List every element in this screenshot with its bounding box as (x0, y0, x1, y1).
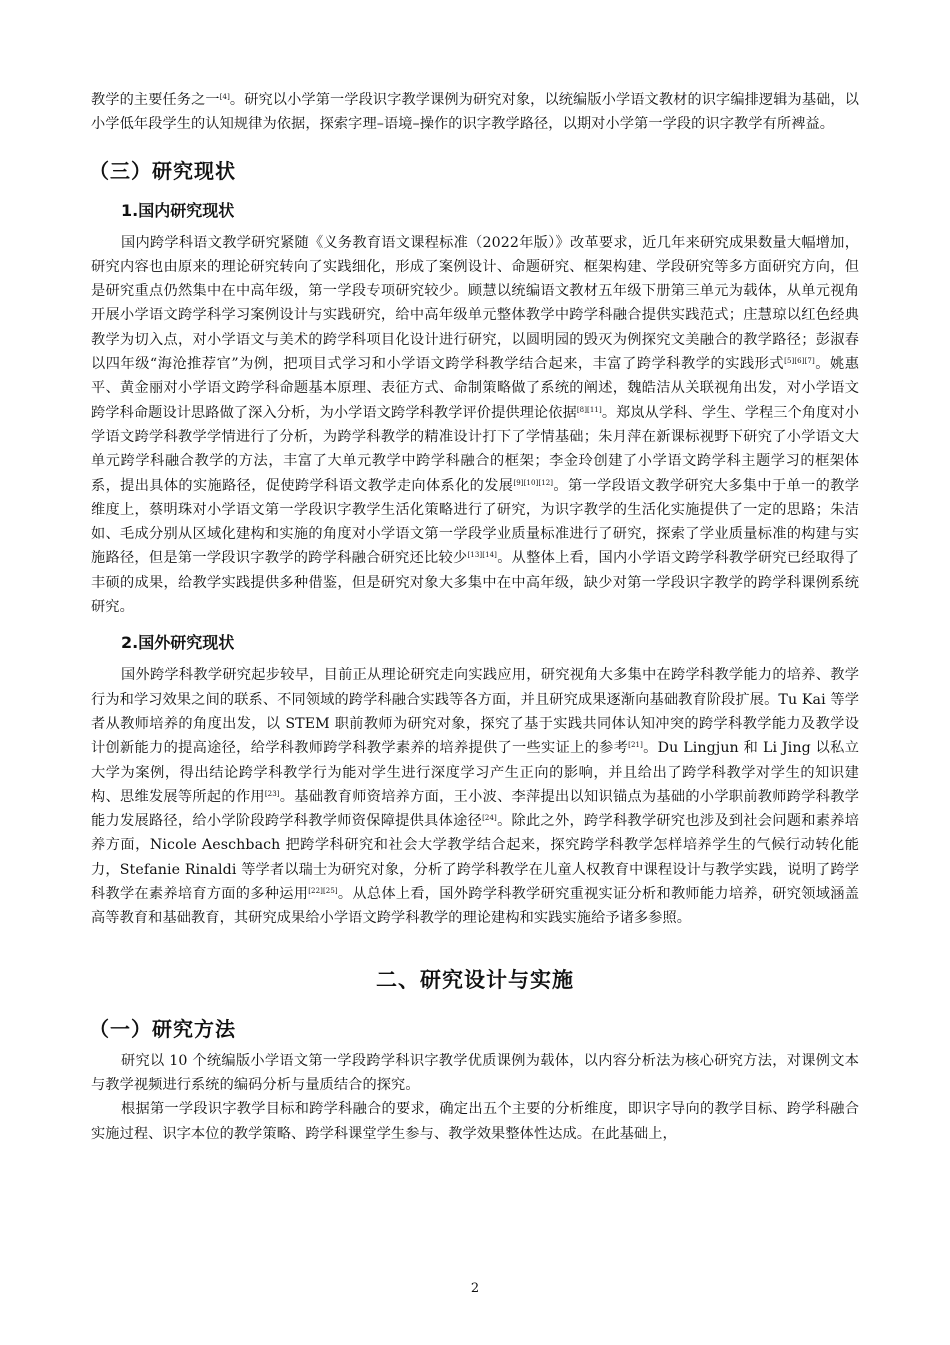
citation: [8][11] (576, 405, 602, 414)
citation: [5][6][7] (784, 357, 815, 366)
citation: [23] (264, 789, 280, 798)
citation: [21] (628, 741, 643, 750)
subsection-heading-domestic: 1.国内研究现状 (121, 200, 235, 220)
citation: [4] (219, 93, 230, 101)
page-content (91, 88, 859, 1146)
page-number: 2 (470, 1281, 480, 1296)
domestic-research-paragraph: 国内跨学科语文教学研究紧随《义务教育语文课程标准（2022年版）》改革要求，近几年来研究成果数量大幅增加，研究内容也由原来的理论研究转向了实践细化，形成了案例设计、命题研究、框架构建、学段研究等多方面研究方向，但是研究重点仍然集中在中高年级，第一学段专项研究较少。顾慧以统编语文教材五年级下册第三单元为载体，从单元视角开展小学语文跨学科学习案例设计与实践研究，给中高年级单元整体教学中跨学科融合提供实践范式；庄慧琼以红色经典教学为切入点，对小学语文与美术的跨学科项目化设计进行研究，以圆明园的毁灭为例探究文美融合的教学路径；彭淑春以四年级“海沧推荐官”为例，把项目式学习和小学语文跨学科教学结合起来，丰富了跨学科教学的实践形式[5][6][7]。姚惠平、黄金丽对小学语文跨学科命题基本原理、表征方式、命制策略做了系统的阐述，魏皓洁从关联视角出发，对小学语文跨学科命题设计思路做了深入分析，为小学语文跨学科教学评价提供理论依据[8][11]。郑岚从学科、学生、学程三个角度对小学语文跨学科教学学情进行了分析，为跨学科教学的精准设计打下了学情基础；朱月萍在新课标视野下研究了小学语文大单元跨学科融合教学的方法，丰富了大单元教学中跨学科融合的框架；李金玲创建了小学语文跨学科主题学习的框架体系，提出具体的实施路径，促使跨学科语文教学走向体系化的发展[9][10][12]。第一学段语文教学研究大多集中于单一的教学维度上，蔡明珠对小学语文第一学段识字教学生活化策略进行了研究，为识字教学的生活化实施提供了一定的思路；朱洁如、毛成分别从区域化建构和实施的角度对小学语文第一学段学业质量标准进行了研究，探索了学业质量标准的构建与实施路径，但是第一学段识字教学的跨学科融合研究还比较少[13][14]。从整体上看，国内小学语文跨学科教学研究已经取得了丰硕的成果，给教学实践提供多种借鉴，但是研究对象大多集中在中高年级，缺少对第一学段识字教学的跨学科课例系统研究。 (91, 234, 859, 616)
citation: [13][14] (467, 551, 498, 560)
intro-paragraph: 教学的主要任务之一[4]。研究以小学第一学段识字教学课例为研究对象，以统编版小学语文教材的识字编排逻辑为基础，以小学低年段学生的认知规律为依据，探索字理–语境–操作的识字教学路径，以期对小学第一学段的识字教学有所裨益。 (91, 92, 860, 133)
method-paragraph-2: 根据第一学段识字教学目标和跨学科融合的要求，确定出五个主要的分析维度，即识字导向的教学目标、跨学科融合实施过程、识字本位的教学策略、跨学科课堂学生参与、教学效果整体性达成。在此基础上， (91, 1101, 859, 1142)
citation: [24] (482, 814, 497, 823)
citation: [22][25] (308, 887, 338, 896)
section-heading-method: （一）研究方法 (89, 1016, 236, 1041)
method-paragraph-1: 研究以 10 个统编版小学语文第一学段跨学科识字教学优质课例为载体，以内容分析法为核心研究方法，对课例文本与教学视频进行系统的编码分析与量质结合的探究。 (91, 1052, 859, 1093)
citation: [9][10][12] (513, 478, 554, 487)
section-heading-research-status: （三）研究现状 (89, 158, 236, 183)
foreign-research-paragraph: 国外跨学科教学研究起步较早，目前正从理论研究走向实践应用，研究视角大多集中在跨学科教学能力的培养、教学行为和学习效果之间的联系、不同领域的跨学科融合实践等各方面，并且研究成果逐渐向基础教育阶段扩展。Tu Kai 等学者从教师培养的角度出发，以 STEM 职前教师为研究对象，探究了基于实践共同体认知冲突的跨学科教学能力及教学设计创新能力的提高途径，给学科教师跨学科教学素养的培养提供了一些实证上的参考[21]。Du Lingjun 和 Li Jing 以私立大学为案例，得出结论跨学科教学行为能对学生进行深度学习产生正向的影响，并且给出了跨学科教学对学生的知识建构、思维发展等所起的作用[23]。基础教育师资培养方面，王小波、李萍提出以知识锚点为基础的小学职前教师跨学科教学能力发展路径，给小学阶段跨学科教学师资保障提供具体途径[24]。除此之外，跨学科教学研究也涉及到社会问题和素养培养方面，Nicole Aeschbach 把跨学科研究和社会大学教学结合起来，探究跨学科教学怎样培养学生的气候行动转化能力，Stefanie Rinaldi 等学者以瑞士为研究对象，分析了跨学科教学在儿童人权教育中课程设计与教学实践，说明了跨学科教学在素养培育方面的多种运用[22][25]。从总体上看，国外跨学科教学研究重视实证分析和教师能力培养，研究领域涵盖高等教育和基础教育，其研究成果给小学语文跨学科教学的理论建构和实践实施给予诸多参照。 (91, 667, 859, 927)
chapter-heading: 二、研究设计与实施 (376, 967, 574, 992)
subsection-heading-foreign: 2.国外研究现状 (121, 633, 235, 653)
